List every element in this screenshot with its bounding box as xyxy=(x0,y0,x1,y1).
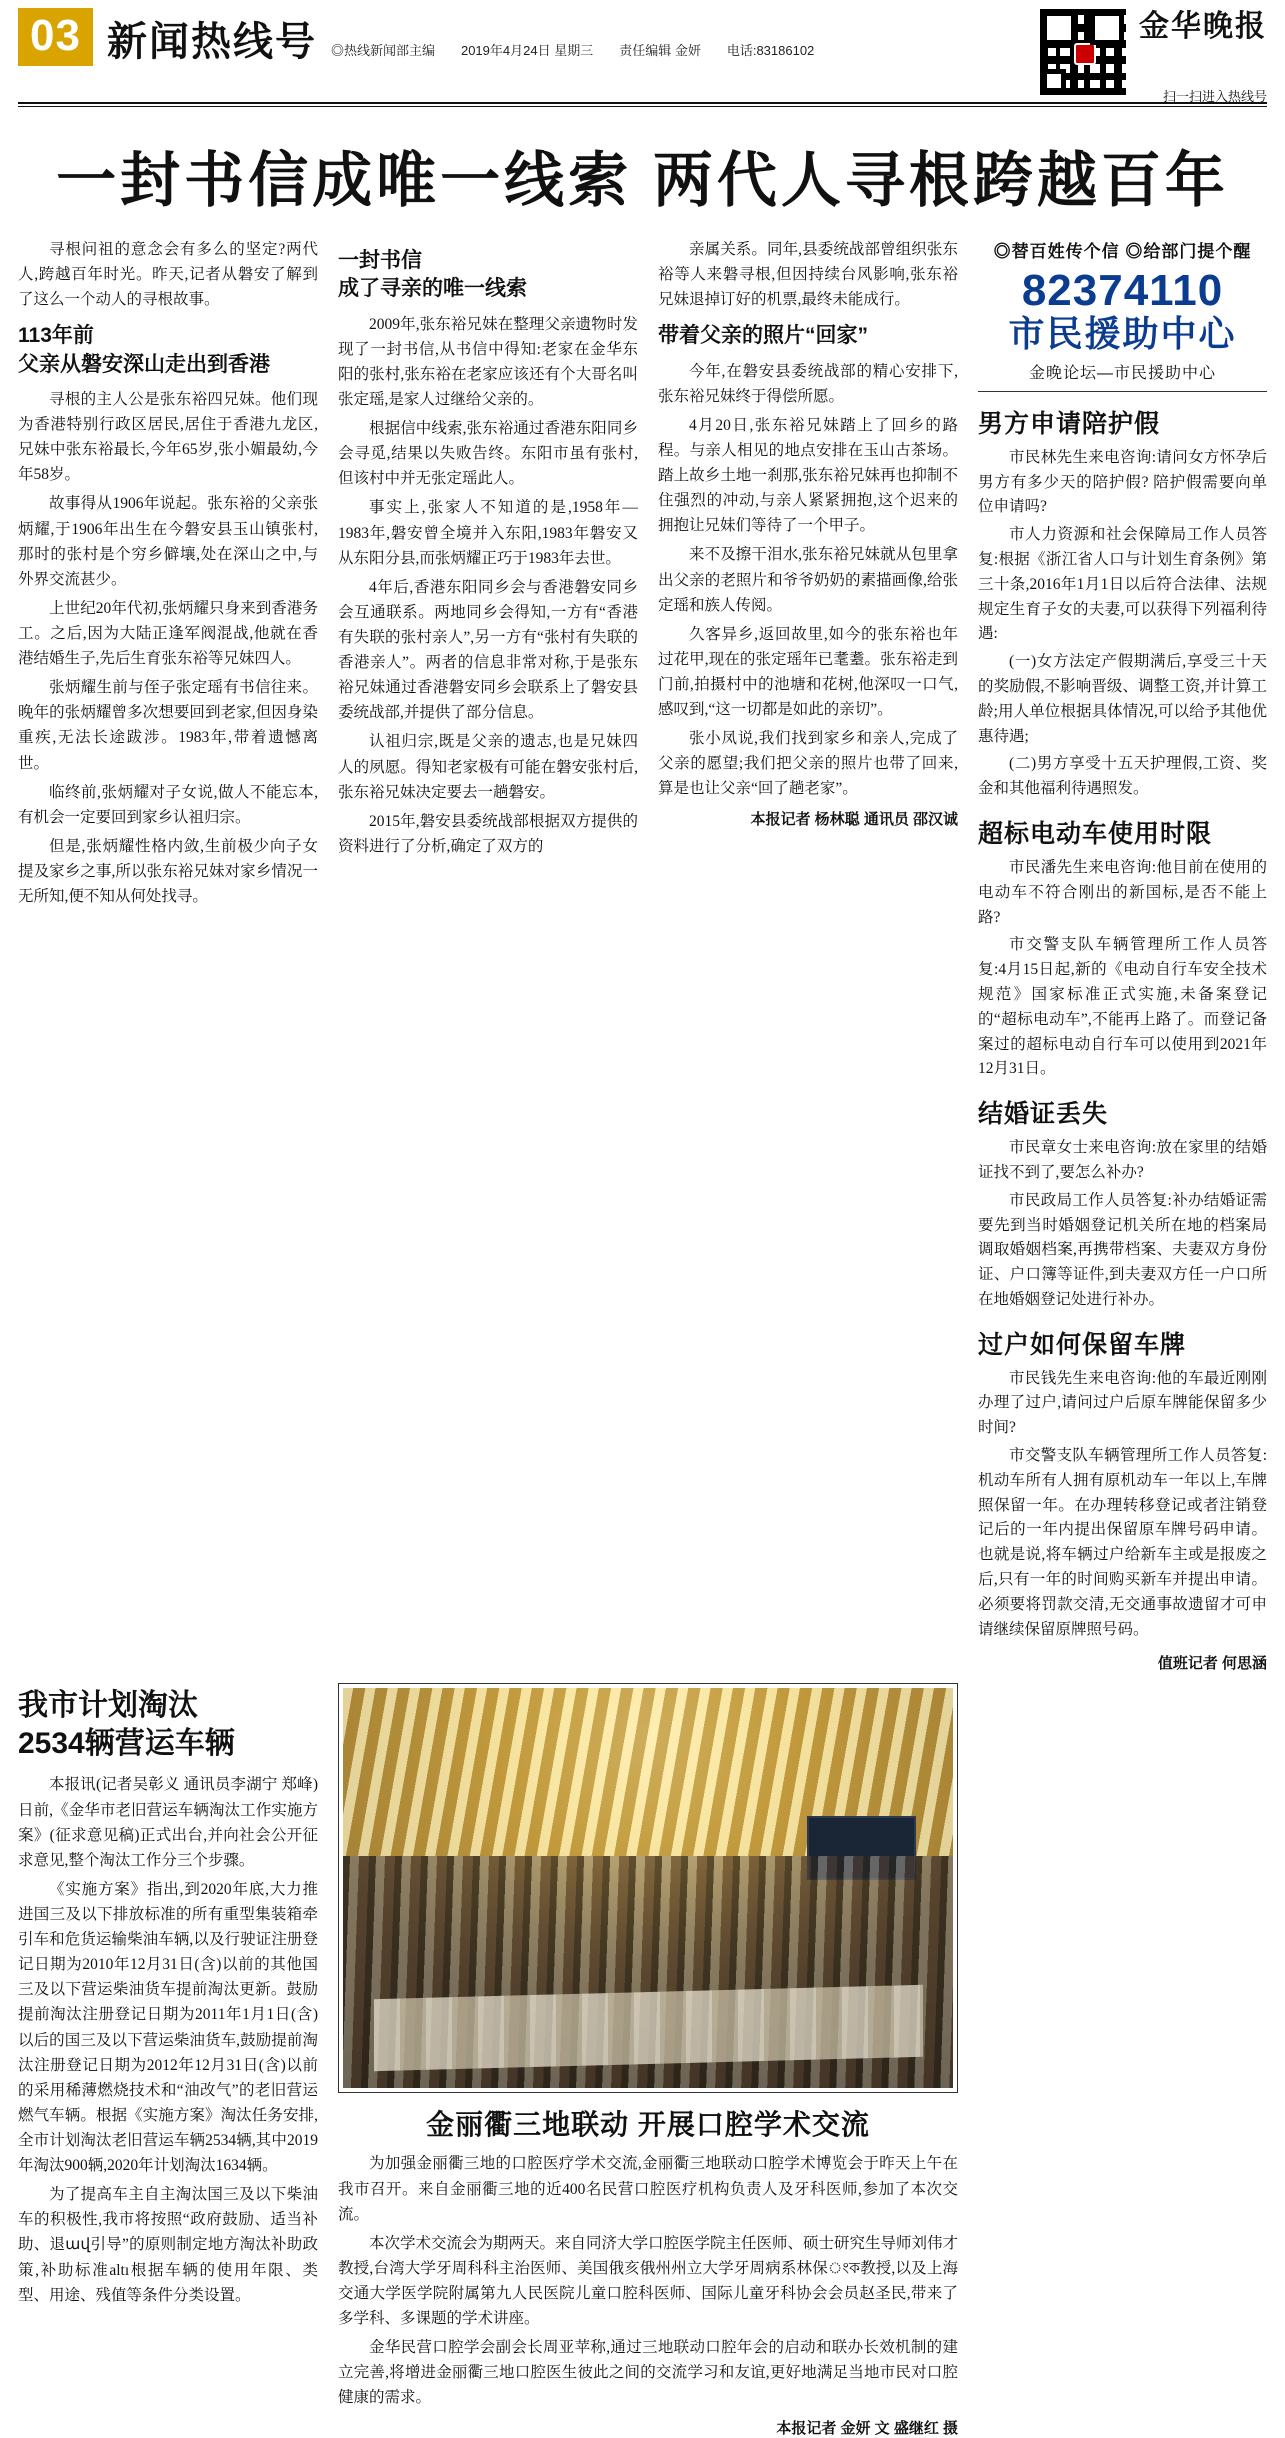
photo-tables xyxy=(374,1985,923,2071)
publish-date: 2019年4月24日 星期三 xyxy=(460,43,594,58)
hotline-tagline: ◎替百姓传个信 ◎给部门提个醒 xyxy=(993,242,1252,261)
masthead-rule-2 xyxy=(18,106,1267,107)
paragraph: 4月20日,张东裕兄妹踏上了回乡的路程。与亲人相见的地点安排在玉山古茶场。踏上故乡土地一刹那,张东裕兄妹再也抑制不住强烈的冲动,与亲人紧紧拥抱,这个迟来的拥抱让兄妹们等待了一个甲子。 xyxy=(658,416,958,535)
paragraph: 4年后,香港东阳同乡会与香港磐安同乡会互通联系。两地同乡会得知,一方有“香港有失联的张村亲人”,另一方有“张村有失联的香港亲人”。两者的信息非常对称,于是张东裕兄妹通过香港磐安同乡会联系上了磐安县委统战部,并提供了部分信息。 xyxy=(338,578,638,722)
qa-paragraph: (二)男方享受十五天护理假,工资、奖金和其他福利待遇照发。 xyxy=(978,755,1267,798)
qa-item xyxy=(978,1094,1267,1313)
qa-title: 超标电动车使用时限 xyxy=(978,819,1213,848)
brand-block xyxy=(967,6,1267,105)
hotline-header xyxy=(978,237,1267,383)
publication-name: 金华晚报 xyxy=(1139,10,1267,43)
col1-subhead-line1: 113年前 xyxy=(18,324,94,348)
paragraph: 久客异乡,返回故里,如今的张东裕也年过花甲,现在的张定瑶年已耄耋。张东裕走到门前,拍摄村中的池塘和花树,他深叹一口气,感叹到,“这一切都是如此的亲切”。 xyxy=(658,625,958,719)
bottom-left-title xyxy=(18,1687,318,1762)
paragraph: 《实施方案》指出,到2020年底,大力推进国三及以下排放标准的所有重型集装箱牵引车和危货运输柴油车辆,以及行驶证注册登记日期为2010年12月31日(含)以前的其他国三及以下营运柴油货车提前淘汰更新。鼓励提前淘汰注册登记日期为2011年1月1日(含)以后的国三及以下营运柴油货车,鼓励提前淘汰注册登记日期为2012年12月31日(含)以前的采用稀薄燃烧技术和“油改气”的老旧营运燃气车辆。根据《实施方案》淘汰任务安排,全市计划淘汰老旧营运车辆2534辆,其中2019年淘汰900辆,2020年计划淘汰1634辆。 xyxy=(18,1880,318,2175)
qa-item xyxy=(978,404,1267,802)
bottom-section xyxy=(0,1673,1285,2437)
qa-item xyxy=(978,1325,1267,1643)
column-1 xyxy=(18,237,318,1673)
col1-subhead xyxy=(18,322,318,379)
conference-hall-photo xyxy=(343,1688,953,2088)
article-byline: 本报记者 杨林聪 通讯员 邵汉诚 xyxy=(750,810,958,828)
photo-frame xyxy=(338,1683,958,2093)
col2-subhead xyxy=(338,247,638,304)
brand-right xyxy=(1139,6,1267,105)
page-folio: 03 xyxy=(18,8,93,66)
qr-caption: 扫一扫进入热线号 xyxy=(1162,89,1267,104)
bottom-left-article xyxy=(18,1683,318,2437)
paragraph: 张炳耀生前与侄子张定瑶有书信往来。晚年的张炳耀曾多次想要回到老家,但因身染重疾,无法长途跋涉。1983年,带着遗憾离世。 xyxy=(18,679,318,772)
lead-paragraph: 寻根问祖的意念会有多么的坚定?两代人,跨越百年时光。昨天,记者从磐安了解到了这么一个动人的寻根故事。 xyxy=(18,241,318,309)
col2-subhead-line2: 成了寻亲的唯一线索 xyxy=(338,277,527,301)
hotline-number[interactable]: 82374110 xyxy=(1021,266,1224,315)
page-headline: 一封书信成唯一线索 两代人寻根跨越百年 xyxy=(56,147,1229,214)
qa-paragraph: (一)女方法定产假期满后,享受三十天的奖励假,不影响晋级、调整工资,并计算工龄;用人单位根据具体情况,可以给予其他优惠待遇; xyxy=(978,653,1267,745)
paragraph: 亲属关系。同年,县委统战部曾组织张东裕等人来磐寻根,但因持续台风影响,张东裕兄妹退掉订好的机票,最终未能成行。 xyxy=(658,241,958,309)
paragraph: 本次学术交流会为期两天。来自同济大学口腔医学院主任医师、硕士研究生导师刘伟才教授,台湾大学牙周科科主治医师、美国俄亥俄州州立大学牙周病系林保ংক教授,以及上海交通大学医学院附属第九人民医院儿童口腔科医师、国际儿童牙科协会会员赵圣民,带来了多学科、多课题的学术讲座。 xyxy=(338,2234,959,2328)
main-columns xyxy=(0,237,1285,1673)
qa-paragraph: 市民钱先生来电咨询:他的车最近刚刚办理了过户,请问过户后原车牌能保留多少时间? xyxy=(978,1369,1267,1437)
masthead-meta xyxy=(331,40,814,66)
section-title: 新闻热线号 xyxy=(106,20,317,64)
bottom-left-title-line2: 2534辆营运车辆 xyxy=(18,1726,235,1760)
paragraph: 本报讯(记者吴彰义 通讯员李湖宁 郑峰)日前,《金华市老旧营运车辆淘汰工作实施方案》(征求意见稿)正式出台,并向社会公开征求意见,整个淘汰工作分三个步骤。 xyxy=(18,1776,318,1869)
paragraph: 为加强金丽衢三地的口腔医疗学术交流,金丽衢三地联动口腔学术博览会于昨天上午在我市召开。来自金丽衢三地的近400名民营口腔医疗机构负责人及牙科医师,参加了本次交流。 xyxy=(338,2155,958,2223)
col2-subhead-line1: 一封书信 xyxy=(338,249,422,272)
paragraph: 2015年,磐安县委统战部根据双方提供的资料进行了分析,确定了双方的 xyxy=(338,812,638,855)
paragraph: 认祖归宗,既是父亲的遗志,也是兄妹四人的夙愿。得知老家极有可能在磐安张村后,张东裕兄妹决定要去一趟磐安。 xyxy=(338,733,638,801)
qa-title: 结婚证丢失 xyxy=(978,1100,1109,1129)
hotline-forum-name: 金晚论坛—市民援助中心 xyxy=(1028,364,1216,382)
qa-title: 男方申请陪护假 xyxy=(978,409,1161,438)
paragraph: 上世纪20年代初,张炳耀只身来到香港务工。之后,因为大陆正逢军阀混战,他就在香港结婚生子,先后生育张东裕等兄妹四人。 xyxy=(18,599,318,668)
column-4-hotline xyxy=(978,237,1267,1673)
qa-paragraph: 市民章女士来电咨询:放在家里的结婚证找不到了,要怎么补办? xyxy=(978,1139,1267,1181)
responsible-editor: 责任编辑 金妍 xyxy=(619,43,701,58)
qa-paragraph: 市民林先生来电咨询:请问女方怀孕后男方有多少天的陪护假? 陪护假需要向单位申请吗? xyxy=(978,448,1267,516)
divider xyxy=(978,391,1267,392)
paragraph: 为了提高车主自主淘汰国三及以下柴油车的积极性,我市将按照“政府鼓励、适当补助、退ավ引导”的原则制定地方淘汰补助政策,补助标准altı根据车辆的使用年限、类型、用途、残值等条件分类设置。 xyxy=(18,2186,318,2304)
photo-story-title: 金丽衢三地联动 开展口腔学术交流 xyxy=(426,2109,870,2141)
hotline-center-name: 市民援助中心 xyxy=(1008,313,1237,355)
qa-paragraph: 市交警支队车辆管理所工作人员答复:4月15日起,新的《电动自行车安全技术规范》国家标准正式实施,未备案登记的“超标电动车”,不能再上路了。而登记备案过的超标电动自行车可以使用到2021年12月31日。 xyxy=(978,936,1267,1078)
paragraph: 临终前,张炳耀对子女说,做人不能忘本,有机会一定要回到家乡认祖归宗。 xyxy=(18,783,318,826)
qa-paragraph: 市人力资源和社会保障局工作人员答复:根据《浙江省人口与计划生育条例》第三十条,2016年1月1日以后符合法律、法规规定生育子女的夫妻,可以获得下列福利待遇: xyxy=(978,526,1267,643)
paragraph: 今年,在磐安县委统战部的精心安排下,张东裕兄妹终于得偿所愿。 xyxy=(658,362,958,405)
contact-phone: 电话:83186102 xyxy=(726,43,815,58)
paragraph: 故事得从1906年说起。张东裕的父亲张炳耀,于1906年出生在今磐安县玉山镇张村,那时的张村是个穷乡僻壤,处在深山之中,与外界交流甚少。 xyxy=(18,495,318,588)
paragraph: 2009年,张东裕兄妹在整理父亲遗物时发现了一封书信,从书信中得知:老家在金华东阳的张村,张东裕在老家应该还有个大哥名叫张定瑶,是家人过继给父亲的。 xyxy=(338,315,638,409)
paragraph: 寻根的主人公是张东裕四兄妹。他们现为香港特别行政区居民,居住于香港九龙区,兄妹中张东裕最长,今年65岁,张小媚最幼,今年58岁。 xyxy=(18,391,318,484)
editor-note: ◎热线新闻部主编 xyxy=(330,43,435,58)
qa-item xyxy=(978,814,1267,1082)
photo-story xyxy=(338,1683,958,2437)
col3-subhead: 带着父亲的照片“回家” xyxy=(658,324,868,348)
duty-editor: 值班记者 何思涵 xyxy=(1157,1655,1267,1673)
qa-paragraph: 市交警支队车辆管理所工作人员答复:机动车所有人拥有原机动车一年以上,车牌照保留一年。在办理转移登记或者注销登记后的一年内提出保留原车牌号码申请。也就是说,将车辆过户给新车主或是报废之后,只有一年的时间购买新车并提出申请。必须要将罚款交清,无交通事故遗留才可申请继续保留原牌照号码。 xyxy=(978,1447,1267,1638)
paragraph: 来不及擦干泪水,张东裕兄妹就从包里拿出父亲的老照片和爷爷奶奶的素描画像,给张定瑶和族人传阅。 xyxy=(658,546,958,614)
column-3 xyxy=(658,237,958,1673)
paragraph: 事实上,张家人不知道的是,1958年—1983年,磐安曾全境并入东阳,1983年磐安又从东阳分县,而张炳耀正巧于1983年去世。 xyxy=(338,499,638,567)
qa-title: 过户如何保留车牌 xyxy=(978,1330,1187,1359)
masthead xyxy=(0,0,1285,104)
photo-story-byline: 本报记者 金妍 文 盛继红 摄 xyxy=(776,2419,958,2437)
bottom-right-spacer xyxy=(978,1683,1267,2437)
column-2 xyxy=(338,237,638,1673)
qa-paragraph: 市民潘先生来电咨询:他目前在使用的电动车不符合刚出的新国标,是否不能上路? xyxy=(978,858,1267,926)
qa-paragraph: 市民政局工作人员答复:补办结婚证需要先到当时婚姻登记机关所在地的档案局调取婚姻档案,再携带档案、夫妻双方身份证、户口簿等证件,到夫妻双方任一户口所在地婚姻登记处进行补办。 xyxy=(978,1191,1267,1308)
paragraph: 但是,张炳耀性格内敛,生前极少向子女提及家乡之事,所以张东裕兄妹对家乡情况一无所知,便不知从何处找寻。 xyxy=(18,837,318,906)
col1-subhead-line2: 父亲从磐安深山走出到香港 xyxy=(18,352,270,376)
qr-code-icon[interactable] xyxy=(1037,6,1129,98)
paragraph: 根据信中线索,张东裕通过香港东阳同乡会寻觅,结果以失败告终。东阳市虽有张村,但该村中并无张定瑶此人。 xyxy=(338,420,638,488)
paragraph: 金华民营口腔学会副会长周亚苹称,通过三地联动口腔年会的启动和联办长效机制的建立完善,将增进金丽衢三地口腔医生彼此之间的交流学习和友谊,更好地满足当地市民对口腔健康的需求。 xyxy=(338,2339,958,2407)
bottom-left-title-line1: 我市计划淘汰 xyxy=(18,1689,198,1723)
paragraph: 张小凤说,我们找到家乡和亲人,完成了父亲的愿望;我们把父亲的照片也带了回来,算是也让父亲“回了趟老家”。 xyxy=(658,730,958,798)
